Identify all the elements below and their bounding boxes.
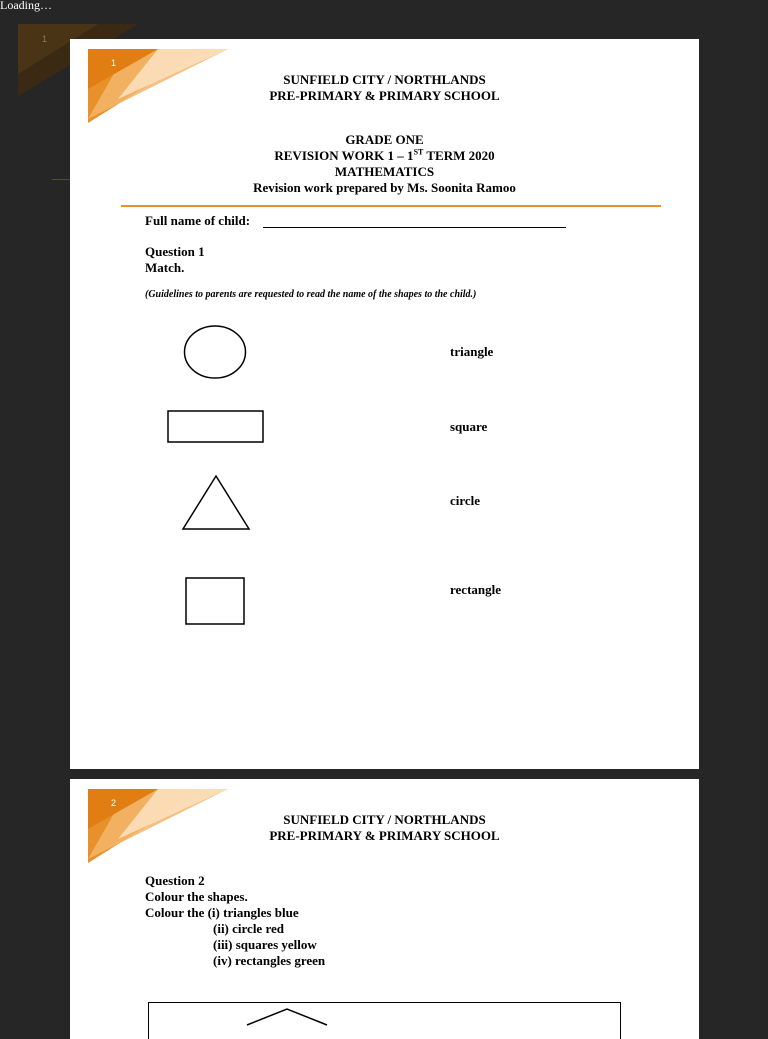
ghost-page-number: 1 [42, 34, 48, 44]
question-1-title: Question 1 [145, 244, 205, 259]
school-name-line2: PRE-PRIMARY & PRIMARY SCHOOL [269, 828, 500, 843]
subject-title: MATHEMATICS [334, 164, 435, 179]
shape-rectangle [167, 410, 265, 444]
shape-name-item: rectangle [450, 582, 502, 597]
revision-title [70, 148, 699, 164]
colour-rule-item: (iii) squares yellow [213, 937, 317, 952]
grade-title: GRADE ONE [345, 132, 424, 147]
question-1-instruction: Match. [145, 260, 185, 275]
page-number-badge: 1 [111, 58, 117, 68]
shapes-drawing-box [148, 1002, 621, 1039]
full-name-blank[interactable] [263, 227, 566, 228]
question-2-instruction: Colour the shapes. [145, 889, 248, 904]
shape-pentagon-partial [245, 1007, 335, 1027]
shape-triangle [181, 474, 251, 532]
full-name-label: Full name of child: [145, 213, 251, 228]
shape-name-item: triangle [450, 344, 494, 359]
prepared-by-line: Revision work prepared by Ms. Soonita Ramoo [253, 180, 516, 195]
page-number-badge: 2 [111, 798, 117, 808]
header-divider [121, 205, 661, 207]
revision-suffix: TERM 2020 [423, 148, 495, 163]
shape-circle [183, 325, 247, 381]
question-2-title: Question 2 [145, 873, 205, 888]
school-name-line1: SUNFIELD CITY / NORTHLANDS [283, 72, 486, 87]
ghost-divider [52, 179, 72, 180]
document-page-1[interactable] [70, 39, 699, 769]
school-name-line1: SUNFIELD CITY / NORTHLANDS [283, 812, 486, 827]
question-2-colour-rule: Colour the (i) triangles blue [145, 905, 299, 920]
parent-guidelines: (Guidelines to parents are requested to read the name of the shapes to the child.) [145, 289, 477, 300]
document-page-2[interactable] [70, 779, 699, 1039]
shape-square [185, 577, 246, 626]
shape-name-item: circle [450, 493, 481, 508]
school-name-line2: PRE-PRIMARY & PRIMARY SCHOOL [269, 88, 500, 103]
revision-prefix: REVISION WORK 1 – 1 [274, 148, 414, 163]
shape-name-item: square [450, 419, 488, 434]
colour-rule-item: (iv) rectangles green [213, 953, 326, 968]
revision-ordinal: ST [413, 147, 424, 157]
loading-text: Loading… [0, 0, 52, 12]
colour-rule-item: (ii) circle red [213, 921, 284, 936]
